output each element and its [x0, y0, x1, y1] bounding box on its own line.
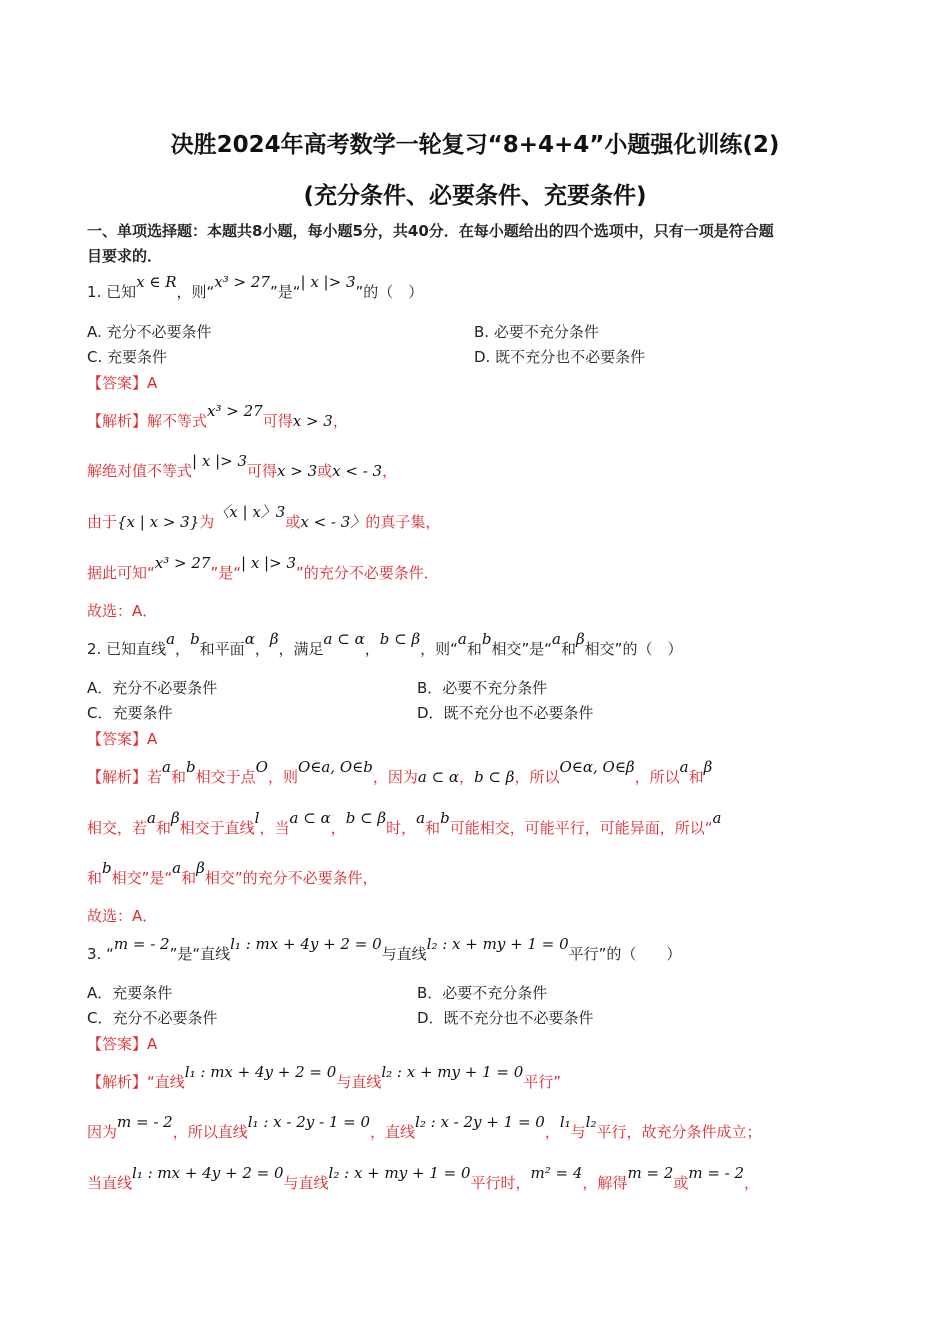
- section-heading: 一、单项选择题：本题共8小题，每小题5分，共40分．在每小题给出的四个选项中，只有一项是符合题: [87, 222, 774, 240]
- q1-conclusion: 故选：A．: [87, 602, 158, 620]
- text: 相交”是“: [111, 869, 173, 887]
- q3-option-c: C．充分不必要条件: [87, 1009, 218, 1027]
- text: 可能相交，可能平行，可能异面，所以“: [449, 819, 713, 837]
- q1-analysis-2: [87, 452, 398, 481]
- math: l₁ : mx + 4y + 2 = 0: [184, 1063, 337, 1081]
- math: m = - 2: [113, 935, 170, 953]
- text: 1. 已知: [87, 283, 137, 301]
- math: 〈x | x〉3: [214, 503, 286, 521]
- q2-option-d: D．既不充分也不必要条件: [417, 704, 594, 722]
- math: β: [576, 630, 585, 648]
- math: b: [481, 630, 492, 648]
- q1-option-a: A. 充分不必要条件: [87, 323, 212, 341]
- math: β: [703, 758, 713, 776]
- text: ”的（ ）: [355, 283, 424, 301]
- math: a: [712, 809, 722, 827]
- text: 相交，若: [87, 819, 148, 837]
- text: ，: [459, 768, 475, 786]
- text: ，: [175, 640, 191, 658]
- math: {x | x > 3}: [117, 513, 200, 531]
- q1-answer: 【答案】A: [87, 374, 158, 392]
- text: 的真子集，: [365, 513, 441, 531]
- text: ，: [744, 1174, 760, 1192]
- math: l₂ : x - 2y + 1 = 0: [415, 1113, 545, 1131]
- text: ”是“直线: [169, 945, 231, 963]
- math: x³ > 27: [154, 554, 211, 572]
- math: x³ > 27: [214, 273, 270, 291]
- text: ”的充分不必要条件．: [295, 564, 439, 582]
- text: ，: [544, 1123, 560, 1141]
- q1-analysis-4: [87, 554, 439, 583]
- text: 与直线: [381, 945, 427, 963]
- text: 因为: [87, 1123, 118, 1141]
- text: ，当: [259, 819, 290, 837]
- text: 相交”是“: [491, 640, 553, 658]
- math: l₂ : x + my + 1 = 0: [381, 1063, 524, 1081]
- text: ，满足: [278, 640, 324, 658]
- math: a ⊂ α: [289, 809, 331, 827]
- math: β: [269, 630, 279, 648]
- text: ，则“: [420, 640, 458, 658]
- math: a: [162, 758, 171, 776]
- text: 若: [147, 768, 163, 786]
- text: 平行，故充分条件成立；: [596, 1123, 762, 1141]
- q2-option-a: A．充分不必要条件: [87, 679, 218, 697]
- math: l₁ : x - 2y - 1 = 0: [247, 1113, 371, 1131]
- text: ，: [330, 819, 346, 837]
- math: x³ > 27: [207, 402, 263, 420]
- math: x ∈ R: [136, 273, 177, 291]
- text: ，所以: [514, 768, 560, 786]
- q1-analysis-3: [87, 503, 441, 532]
- text: ，则: [267, 768, 298, 786]
- text: 可得: [247, 462, 278, 480]
- section-heading-cont: 目要求的．: [87, 247, 163, 265]
- math: b ⊂ β: [379, 630, 421, 648]
- text: ，所以直线: [172, 1123, 248, 1141]
- text: 解不等式: [147, 412, 208, 430]
- q2-answer: 【答案】A: [87, 730, 158, 748]
- text: 可得: [262, 412, 293, 430]
- text: 与直线: [336, 1073, 382, 1091]
- math: a: [552, 630, 561, 648]
- text: 解绝对值不等式: [87, 462, 193, 480]
- text: ，解得: [582, 1174, 628, 1192]
- math: l₂: [585, 1113, 597, 1131]
- text: 2. 已知直线: [87, 640, 167, 658]
- q1-option-c: C. 充要条件: [87, 348, 168, 366]
- text: 和: [466, 640, 482, 658]
- analysis-tag: 【解析】: [87, 412, 148, 430]
- math: x > 3: [292, 412, 333, 430]
- q3-option-a: A．充要条件: [87, 984, 173, 1002]
- math: l₁: [559, 1113, 571, 1131]
- q2-option-b: B．必要不充分条件: [417, 679, 548, 697]
- math: | x |> 3: [300, 273, 356, 291]
- math: a: [416, 809, 426, 827]
- text: ”是“: [269, 283, 301, 301]
- text: ，所以: [634, 768, 680, 786]
- text: ，: [254, 640, 270, 658]
- q3-answer: 【答案】A: [87, 1035, 158, 1053]
- math: | x |> 3: [192, 452, 247, 470]
- math: O: [255, 758, 268, 776]
- text: 由于: [87, 513, 118, 531]
- math: l₂ : x + my + 1 = 0: [426, 935, 569, 953]
- text: 或: [285, 513, 301, 531]
- q1-option-b: B. 必要不充分条件: [474, 323, 599, 341]
- math: m = - 2: [688, 1164, 745, 1182]
- text: ，: [364, 640, 380, 658]
- math: x < - 3: [332, 462, 383, 480]
- text: 相交”的充分不必要条件，: [204, 869, 378, 887]
- text: 和: [688, 768, 704, 786]
- text: 或: [673, 1174, 689, 1192]
- math: l₁ : mx + 4y + 2 = 0: [230, 935, 382, 953]
- q2-option-c: C．充要条件: [87, 704, 173, 722]
- q2-analysis-3: [87, 859, 378, 888]
- text: 和: [560, 640, 576, 658]
- text: 和: [87, 869, 103, 887]
- text: 相交于直线: [179, 819, 255, 837]
- math: b: [440, 809, 450, 827]
- math: l₁ : mx + 4y + 2 = 0: [132, 1164, 284, 1182]
- math: b: [186, 758, 196, 776]
- text: ，则“: [176, 283, 215, 301]
- q2-conclusion: 故选：A．: [87, 907, 158, 925]
- text: 和平面: [199, 640, 245, 658]
- math: a ⊂ α: [323, 630, 365, 648]
- math: l₂ : x + my + 1 = 0: [328, 1164, 471, 1182]
- q1-stem: [87, 273, 424, 302]
- math: a: [147, 809, 156, 827]
- text: 和: [170, 768, 186, 786]
- text: 3. “: [87, 945, 114, 963]
- math: β: [196, 859, 205, 877]
- text: 和: [155, 819, 171, 837]
- text: 时，: [386, 819, 417, 837]
- math: β: [170, 809, 180, 827]
- q3-analysis-3: [87, 1164, 760, 1193]
- math: O∈a, O∈b: [297, 758, 373, 776]
- math: b: [190, 630, 200, 648]
- math: a: [166, 630, 176, 648]
- math: O∈α, O∈β: [559, 758, 635, 776]
- q3-analysis-2: [87, 1113, 762, 1142]
- text: ，因为: [372, 768, 418, 786]
- q3-option-b: B．必要不充分条件: [417, 984, 548, 1002]
- text: 平行”: [523, 1073, 562, 1091]
- analysis-tag: 【解析】: [87, 768, 148, 786]
- q3-stem: [87, 935, 682, 964]
- text: 相交”的（ ）: [584, 640, 683, 658]
- text: 平行”的（ ）: [568, 945, 682, 963]
- math: b ⊂ β: [345, 809, 387, 827]
- text: ，直线: [370, 1123, 416, 1141]
- text: 平行时，: [470, 1174, 531, 1192]
- q2-analysis-1: [87, 758, 713, 787]
- text: ”是“: [210, 564, 241, 582]
- math: b: [102, 859, 112, 877]
- q3-option-d: D．既不充分也不必要条件: [417, 1009, 594, 1027]
- text: 和: [181, 869, 197, 887]
- text: 为: [199, 513, 215, 531]
- q3-analysis-1: [87, 1063, 562, 1092]
- text: ，: [332, 412, 348, 430]
- text: ，: [382, 462, 398, 480]
- math: x < - 3〉: [300, 513, 366, 531]
- text: 与: [570, 1123, 586, 1141]
- math: a: [457, 630, 467, 648]
- q2-stem: [87, 630, 683, 659]
- math: | x |> 3: [241, 554, 296, 572]
- math: m² = 4: [530, 1164, 583, 1182]
- math: l: [254, 809, 260, 827]
- math: m = - 2: [117, 1113, 173, 1131]
- math: a ⊂ α: [417, 768, 460, 786]
- title-line-2: (充分条件、必要条件、充要条件): [303, 183, 647, 209]
- text: 或: [317, 462, 333, 480]
- math: m = 2: [627, 1164, 674, 1182]
- analysis-tag: 【解析】: [87, 1073, 148, 1091]
- text: “直线: [147, 1073, 185, 1091]
- q2-analysis-2: [87, 809, 722, 838]
- q1-option-d: D. 既不充分也不必要条件: [474, 348, 646, 366]
- text: 相交于点: [195, 768, 256, 786]
- title-line-1: 决胜2024年高考数学一轮复习“8+4+4”小题强化训练(2): [170, 132, 780, 158]
- text: 当直线: [87, 1174, 133, 1192]
- math: x > 3: [277, 462, 318, 480]
- text: 与直线: [283, 1174, 329, 1192]
- math: α: [244, 630, 255, 648]
- text: 和: [425, 819, 441, 837]
- math: a: [679, 758, 689, 776]
- q1-analysis-1: [87, 402, 348, 431]
- text: 据此可知“: [87, 564, 155, 582]
- math: b ⊂ β: [474, 768, 515, 786]
- math: a: [172, 859, 182, 877]
